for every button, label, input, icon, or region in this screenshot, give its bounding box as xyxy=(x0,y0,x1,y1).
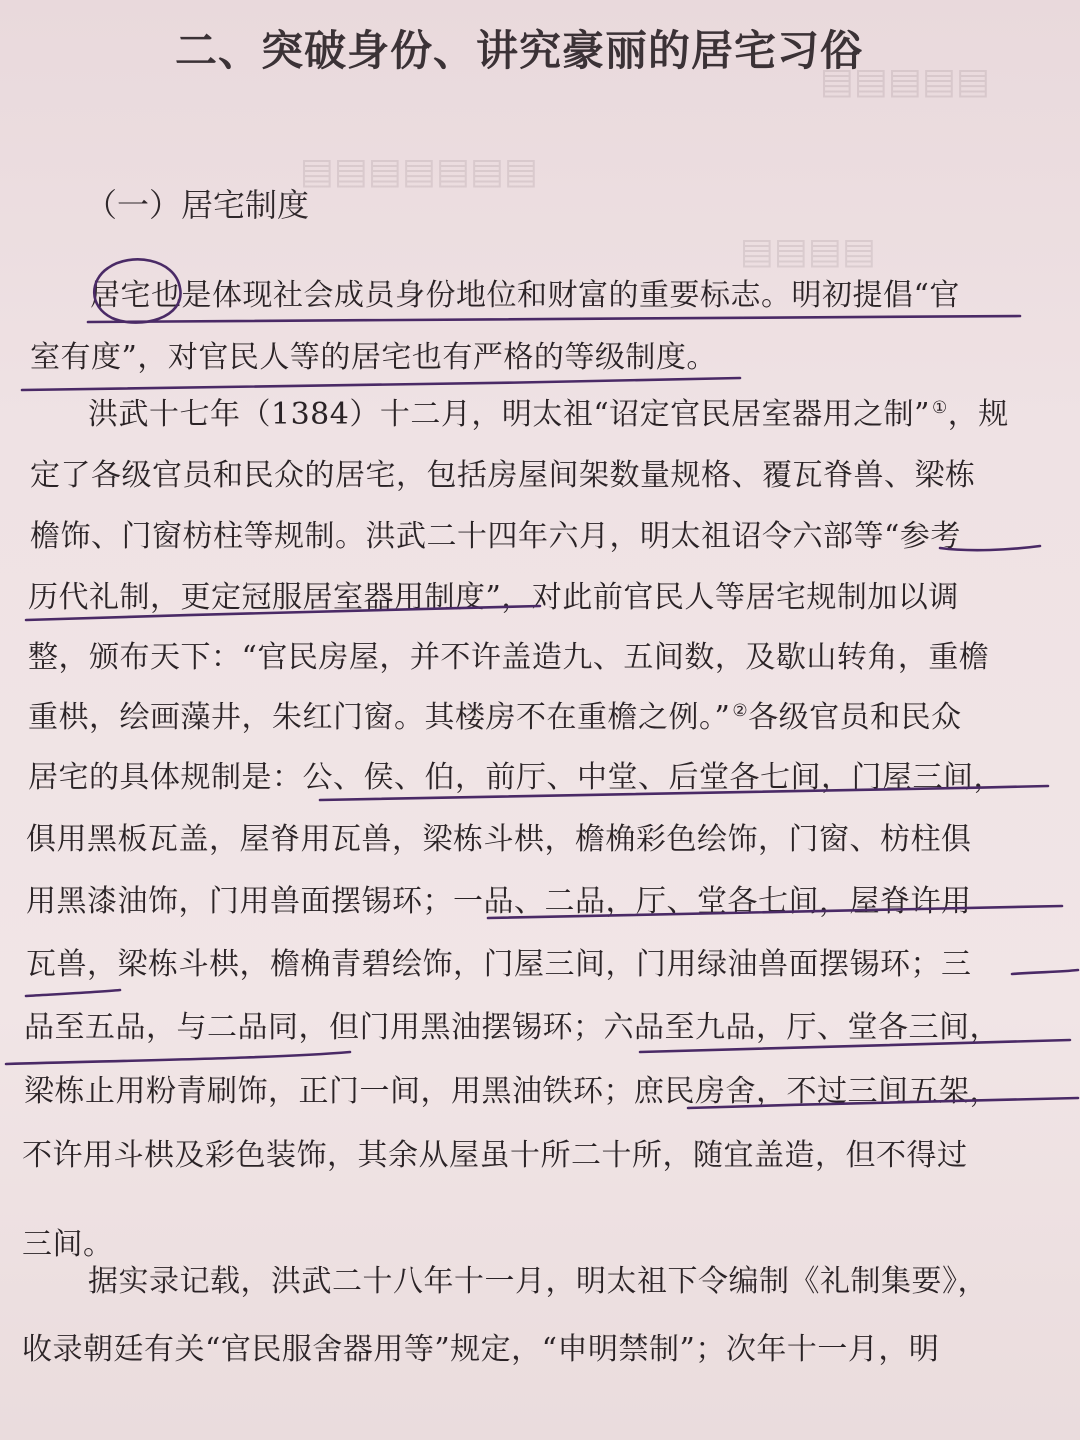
text-line: 檐饰、门窗枋柱等规制。洪武二十四年六月，明太祖诏令六部等“参考 xyxy=(30,519,961,554)
footnote-marker[interactable]: ② xyxy=(732,701,749,721)
text-line: 整，颁布天下：“官民房屋，并不许盖造九、五间数，及歇山转角，重檐 xyxy=(28,640,990,675)
text-line: 据实录记载，洪武二十八年十一月，明太祖下令编制《礼制集要》， xyxy=(88,1264,988,1299)
text-segment: 洪武十七年（1384）十二月，明太祖“诏定官民居室器用之制” xyxy=(88,397,931,432)
text-line: 俱用黑板瓦盖，屋脊用瓦兽，梁栋斗栱，檐桷彩色绘饰，门窗、枋柱俱 xyxy=(26,822,972,857)
text-line: 品至五品，与二品同，但门用黑油摆锡环；六品至九品，厅、堂各三间， xyxy=(24,1010,1000,1045)
text-line: 三间。 xyxy=(22,1227,114,1262)
ink-underline xyxy=(26,990,120,996)
text-line: 定了各级官员和民众的居宅，包括房屋间架数量规格、覆瓦脊兽、梁栋 xyxy=(30,458,976,493)
bleed-through-text: ▤▤▤▤ xyxy=(740,230,877,272)
footnote-marker[interactable]: ① xyxy=(932,398,948,418)
text-line: 梁栋止用粉青刷饰，正门一间，用黑油铁环；庶民房舍，不过三间五架， xyxy=(24,1074,1000,1109)
ink-underline xyxy=(1012,970,1078,974)
text-line: 不许用斗栱及彩色装饰，其余从屋虽十所二十所，随宜盖造，但不得过 xyxy=(22,1138,968,1173)
bleed-through-text: ▤▤▤▤▤▤▤ xyxy=(300,150,539,192)
text-line xyxy=(88,395,1009,435)
ink-underline xyxy=(6,1052,350,1064)
text-segment: 重栱，绘画藻井，朱红门窗。其楼房不在重檐之例。” xyxy=(28,700,731,735)
bleed-through-text: ▤▤▤▤▤ xyxy=(820,60,991,102)
text-segment: ，规 xyxy=(947,397,1009,432)
text-line: 瓦兽，梁栋斗栱，檐桷青碧绘饰，门屋三间，门用绿油兽面摆锡环；三 xyxy=(26,947,972,982)
text-line: 室有度”，对官民人等的居宅也有严格的等级制度。 xyxy=(30,340,717,375)
text-line: 历代礼制，更定冠服居室器用制度”，对此前官民人等居宅规制加以调 xyxy=(28,580,959,615)
text-line: 居宅的具体规制是：公、侯、伯，前厅、中堂、后堂各七间，门屋三间， xyxy=(28,760,1004,795)
ink-underline xyxy=(22,378,740,390)
ink-underline xyxy=(88,316,1020,322)
text-line: 居宅也是体现社会成员身份地位和财富的重要标志。明初提倡“官 xyxy=(90,278,960,313)
text-line: 用黑漆油饰，门用兽面摆锡环；一品、二品，厅、堂各七间，屋脊许用 xyxy=(26,884,972,919)
section-title: （一）居宅制度 xyxy=(85,186,310,224)
text-line: 收录朝廷有关“官民服舍器用等”规定，“申明禁制”；次年十一月，明 xyxy=(22,1332,940,1367)
text-line xyxy=(28,698,962,738)
text-segment: 各级官员和民众 xyxy=(748,700,962,735)
chapter-title: 二、突破身份、讲究豪丽的居宅习俗 xyxy=(175,26,864,75)
